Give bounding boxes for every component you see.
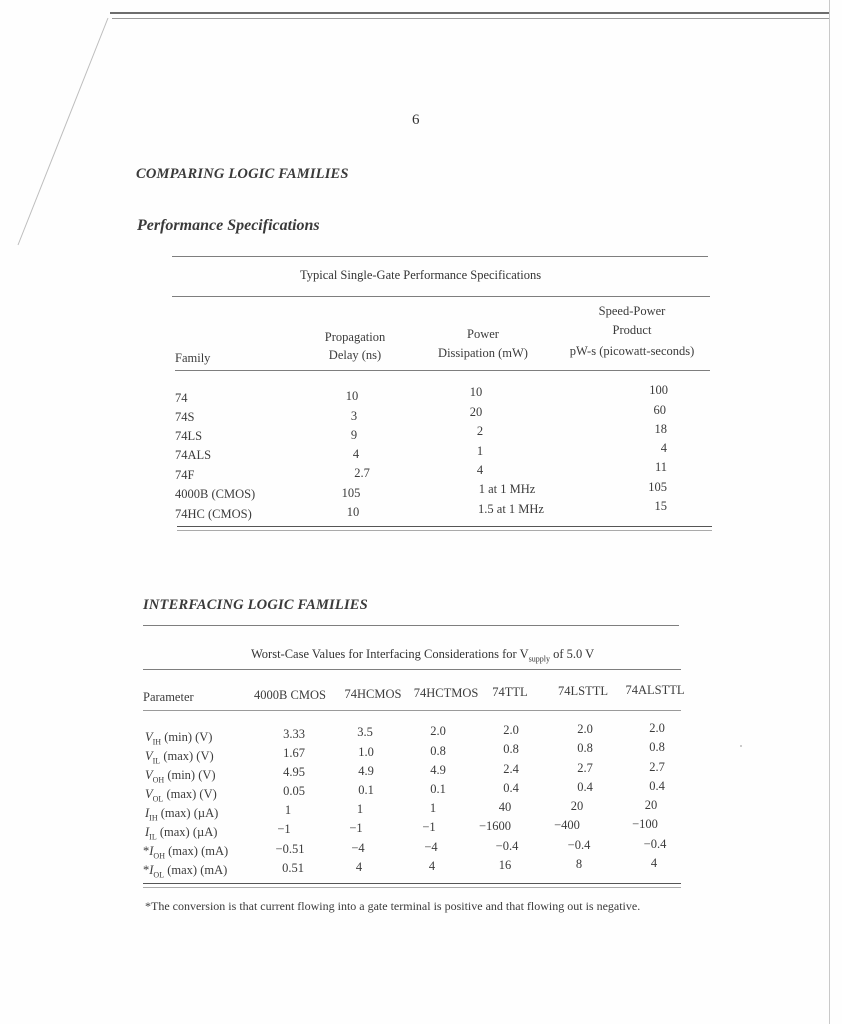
cell-value: 4 <box>650 856 658 870</box>
cell-value: 0.1 <box>430 782 446 796</box>
cell-delay: 10 <box>345 389 359 403</box>
cell-value: 2.0 <box>649 721 665 735</box>
cell-value: 8 <box>575 857 583 871</box>
cell-value: 0.8 <box>430 744 446 758</box>
cell-parameter: $*I_{OH}$ (max) (mA) <box>143 844 229 861</box>
section-heading-comparing: COMPARING LOGIC FAMILIES <box>136 166 349 182</box>
header-pw-s: pW-s (picowatt-seconds) <box>569 344 695 358</box>
cell-value: −4 <box>351 841 365 855</box>
cell-power: 4 <box>476 463 484 477</box>
speck <box>740 745 742 747</box>
page-number: 6 <box>412 112 420 128</box>
header-power: Power <box>467 327 499 341</box>
scan-edge <box>829 0 830 1024</box>
cell-value: 40 <box>498 800 512 814</box>
cell-value: 1.0 <box>358 745 374 759</box>
cell-value: 1 <box>356 802 364 816</box>
cell-power: 1.5 at 1 MHz <box>478 502 544 516</box>
header-delay: Delay (ns) <box>328 348 382 362</box>
footnote: *The conversion is that current flowing into a gate terminal is positive and that flowing out is negative. <box>145 899 641 913</box>
cell-value: 2.4 <box>503 762 519 776</box>
cell-delay: 9 <box>350 428 358 442</box>
cell-family: 74F <box>175 468 195 482</box>
header-col: 74TTL <box>492 685 528 699</box>
cell-value: −1 <box>277 822 291 836</box>
header-family: Family <box>175 351 211 365</box>
cell-product: 105 <box>648 480 667 494</box>
scan-edge <box>112 18 830 19</box>
cell-parameter: $*I_{OL}$ (max) (mA) <box>143 863 228 880</box>
table-rule <box>143 669 681 670</box>
cell-value: −0.4 <box>643 837 667 851</box>
cell-value: 2.7 <box>577 761 593 775</box>
cell-family: 74HC (CMOS) <box>175 507 252 521</box>
cell-delay: 105 <box>341 486 361 500</box>
cell-value: 0.4 <box>649 779 665 793</box>
cell-delay: 2.7 <box>354 466 370 480</box>
cell-delay: 10 <box>346 505 360 519</box>
cell-delay: 3 <box>350 409 358 423</box>
cell-product: 100 <box>649 383 668 397</box>
cell-delay: 4 <box>352 447 360 461</box>
cell-value: 0.8 <box>649 740 665 754</box>
cell-value: 2.0 <box>577 722 593 736</box>
header-product: Product <box>612 323 652 337</box>
cell-power: 10 <box>469 385 483 399</box>
cell-family: 4000B (CMOS) <box>175 487 256 501</box>
cell-value: −0.4 <box>495 839 519 853</box>
cell-value: −0.51 <box>275 842 305 856</box>
cell-value: −100 <box>632 817 658 831</box>
cell-value: 0.1 <box>358 783 374 797</box>
cell-value: 0.8 <box>503 742 519 756</box>
cell-value: 4 <box>355 860 363 874</box>
table-rule <box>172 256 708 257</box>
header-col: 74HCMOS <box>344 687 402 701</box>
cell-value: −4 <box>424 840 438 854</box>
cell-parameter: $I_{IL}$ (max) (µA) <box>145 825 218 842</box>
cell-parameter: $V_{OH}$ (min) (V) <box>145 768 216 785</box>
cell-value: 0.51 <box>282 861 304 875</box>
table-rule <box>172 296 710 297</box>
table-rule <box>177 526 712 527</box>
header-parameter: Parameter <box>143 690 194 704</box>
cell-parameter: $I_{IH}$ (max) (µA) <box>145 806 219 823</box>
header-col: 74HCTMOS <box>413 686 479 700</box>
cell-family: 74S <box>175 410 195 424</box>
cell-value: 3.5 <box>357 725 373 739</box>
cell-value: −1600 <box>478 819 512 833</box>
cell-value: 4.95 <box>283 765 305 779</box>
cell-value: 4.9 <box>358 764 374 778</box>
cell-value: 0.8 <box>577 741 593 755</box>
cell-power: 2 <box>476 424 484 438</box>
cell-family: 74 <box>175 391 188 405</box>
cell-value: 3.33 <box>283 727 305 741</box>
table-rule <box>177 530 712 531</box>
header-col: 4000B CMOS <box>254 688 326 702</box>
cell-value: 0.4 <box>503 781 519 795</box>
cell-value: 20 <box>570 799 584 813</box>
cell-product: 18 <box>654 422 667 436</box>
cell-value: 20 <box>644 798 658 812</box>
header-col: 74LSTTL <box>558 684 608 698</box>
cell-parameter: $V_{IH}$ (min) (V) <box>145 730 213 747</box>
scan-edge <box>110 12 830 14</box>
cell-value: 4.9 <box>430 763 446 777</box>
cell-value: −400 <box>554 818 580 832</box>
cell-power: 1 at 1 MHz <box>478 482 536 496</box>
cell-value: 1 <box>284 803 292 817</box>
cell-power: 1 <box>476 444 484 458</box>
cell-family: 74ALS <box>175 448 212 462</box>
header-speed-power: Speed-Power <box>598 304 666 318</box>
section-heading-interfacing: INTERFACING LOGIC FAMILIES <box>143 597 368 613</box>
subheading-performance: Performance Specifications <box>137 217 320 234</box>
cell-value: 2.0 <box>430 724 446 738</box>
cell-power: 20 <box>469 405 483 419</box>
cell-value: 0.4 <box>577 780 593 794</box>
header-propagation: Propagation <box>324 330 386 344</box>
table-rule <box>143 887 681 888</box>
header-dissipation: Dissipation (mW) <box>438 346 528 360</box>
table-rule <box>175 370 710 371</box>
cell-product: 15 <box>654 499 667 513</box>
cell-value: 0.05 <box>283 784 305 798</box>
cell-value: 16 <box>498 858 512 872</box>
cell-product: 60 <box>653 403 666 417</box>
cell-parameter: $V_{OL}$ (max) (V) <box>145 787 217 804</box>
cell-value: 2.0 <box>503 723 519 737</box>
cell-product: 11 <box>654 460 667 474</box>
cell-value: 4 <box>428 859 436 873</box>
table-caption: Typical Single-Gate Performance Specifications <box>300 268 542 282</box>
cell-product: 4 <box>660 441 667 455</box>
cell-value: 1 <box>429 801 437 815</box>
page-fold-shadow <box>0 0 120 260</box>
cell-value: −1 <box>422 820 436 834</box>
cell-value: −1 <box>349 821 363 835</box>
table-caption-2: Worst-Case Values for Interfacing Considerations for $V_{supply}$ of 5.0 V <box>251 647 595 664</box>
cell-value: −0.4 <box>567 838 591 852</box>
cell-family: 74LS <box>175 429 203 443</box>
cell-value: 2.7 <box>649 760 665 774</box>
cell-parameter: $V_{IL}$ (max) (V) <box>145 749 214 766</box>
cell-value: 1.67 <box>283 746 305 760</box>
table-rule <box>143 710 681 711</box>
table-rule <box>143 883 681 884</box>
table-rule <box>143 625 679 626</box>
header-col: 74ALSTTL <box>625 683 685 697</box>
